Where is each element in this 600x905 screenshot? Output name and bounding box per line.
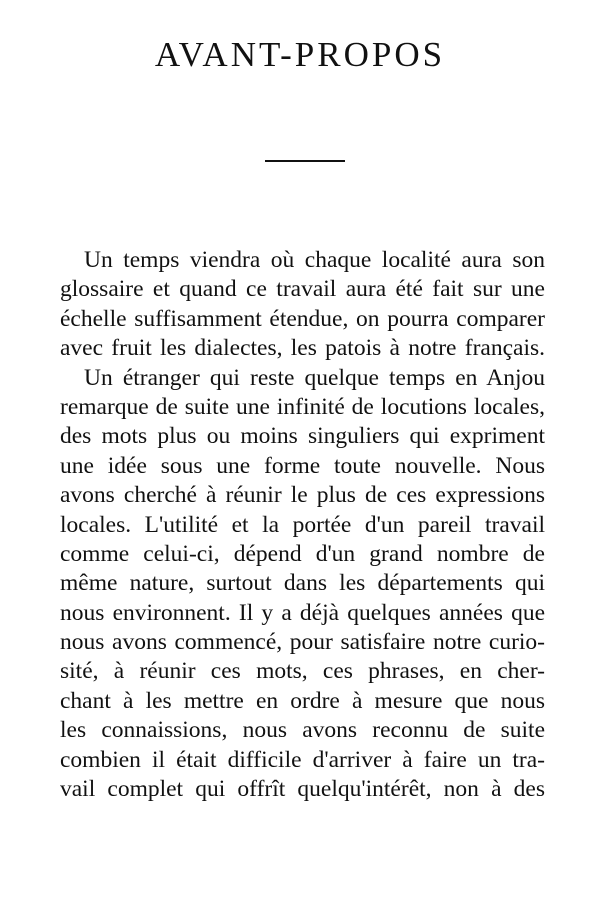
text-line: nous environnent. Il y a déjà quelques années que — [60, 599, 545, 626]
text-line: des mots plus ou moins singuliers qui expriment — [60, 423, 545, 450]
text-line: chant à les mettre en ordre à mesure que nous — [60, 687, 545, 714]
text-line: échelle suffisamment étendue, on pourra comparer — [60, 305, 545, 332]
text-line: glossaire et quand ce travail aura été fait sur une — [60, 276, 545, 303]
text-line: Un temps viendra où chaque localité aura son — [84, 247, 545, 273]
text-line: les connaissions, nous avons reconnu de suite — [60, 717, 545, 744]
text-line: combien il était difficile d'arriver à faire un tra- — [60, 746, 545, 773]
text-line: une idée sous une forme toute nouvelle. Nous — [60, 452, 545, 479]
text-line: Un étranger qui reste quelque temps en Anjou — [84, 364, 545, 391]
text-line: vail complet qui offrît quelqu'intérêt, non à des — [60, 776, 545, 803]
body-text — [60, 246, 545, 804]
text-line: nous avons commencé, pour satisfaire notre curio- — [60, 629, 545, 656]
text-line: avons cherché à réunir le plus de ces expressions — [60, 482, 545, 509]
text-line: remarque de suite une infinité de locutions locales, — [60, 393, 545, 420]
text-line: même nature, surtout dans les départements qui — [60, 570, 545, 597]
text-line: sité, à réunir ces mots, ces phrases, en cher- — [60, 658, 545, 685]
text-line: comme celui-ci, dépend d'un grand nombre de — [60, 540, 545, 567]
page-title: AVANT-PROPOS — [154, 35, 446, 74]
title-divider — [265, 160, 345, 162]
text-line: avec fruit les dialectes, les patois à notre français. — [60, 335, 545, 362]
text-line: locales. L'utilité et la portée d'un pareil travail — [60, 511, 545, 538]
